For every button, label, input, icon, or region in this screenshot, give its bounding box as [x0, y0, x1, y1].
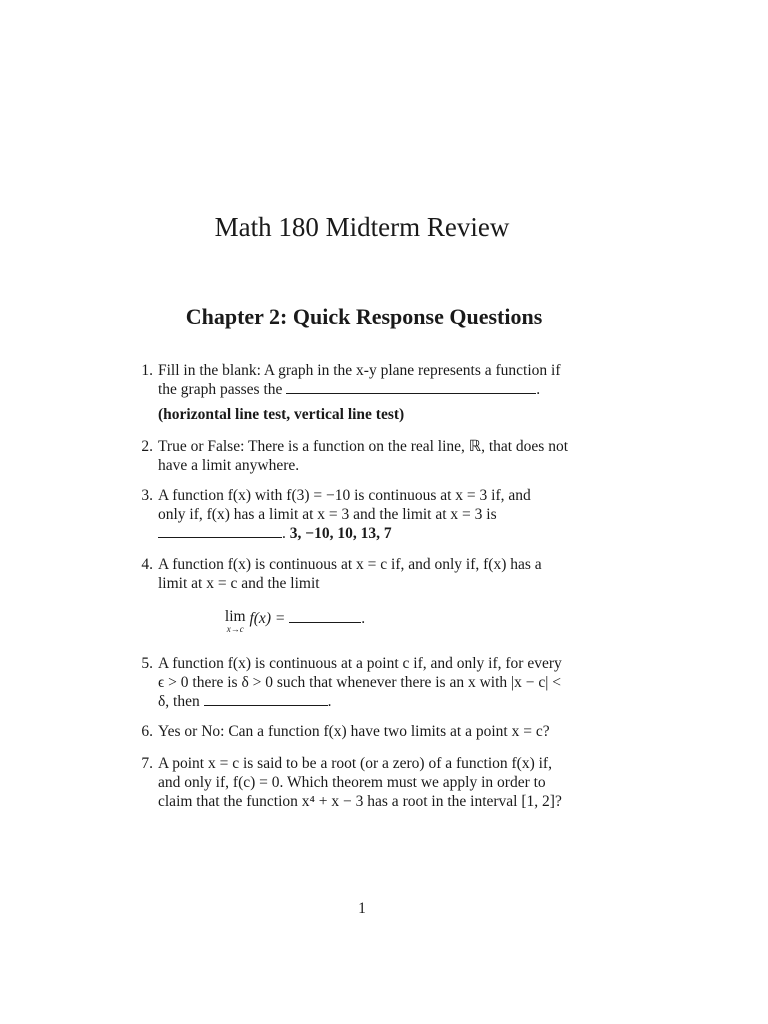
answer-blank [286, 380, 536, 394]
question-text-line2: limit at x = c and the limit [158, 575, 320, 592]
question-text-line3: claim that the function x⁴ + x − 3 has a root in the interval [1, 2]? [158, 793, 562, 810]
question-text-line2: only if, f(x) has a limit at x = 3 and the limit at x = 3 is [158, 506, 497, 523]
question-number: 2. [141, 438, 153, 455]
limit-equation: lim x→c f(x) = . [224, 608, 366, 634]
question-text: A function f(x) with f(3) = −10 is continuous at x = 3 if, and [158, 487, 531, 504]
question-text-line2: the graph passes the . [158, 381, 541, 398]
answer-blank [158, 524, 282, 538]
answer-choices: 3, −10, 10, 13, 7 [289, 525, 392, 542]
question-number: 7. [141, 755, 153, 772]
question-number: 5. [141, 655, 153, 672]
question-text: True or False: There is a function on the real line, ℝ, that does not [158, 438, 569, 455]
question-text: A function f(x) is continuous at x = c if, and only if, f(x) has a [158, 556, 542, 573]
question-text-line3: δ, then . [158, 693, 332, 710]
limit-subscript: x→c [226, 624, 244, 634]
question-number: 6. [141, 723, 153, 740]
answer-choices: (horizontal line test, vertical line test) [158, 406, 405, 423]
question-text-line2: ϵ > 0 there is δ > 0 such that whenever there is an x with |x − c| < [158, 674, 561, 691]
page-number: 1 [358, 900, 366, 917]
answer-blank [289, 609, 361, 623]
limit-expression: f(x) = [249, 610, 286, 627]
chapter-heading: Chapter 2: Quick Response Questions [185, 304, 543, 329]
limit-operator: lim x→c [224, 608, 246, 634]
question-text-line2: have a limit anywhere. [158, 457, 300, 474]
question-text-line2: and only if, f(c) = 0. Which theorem must we apply in order to [158, 774, 546, 791]
page-title: Math 180 Midterm Review [214, 212, 510, 242]
answer-blank [204, 692, 328, 706]
question-number: 1. [141, 362, 153, 379]
question-text-line3: . 3, −10, 10, 13, 7 [158, 524, 585, 543]
question-text: Fill in the blank: A graph in the x-y plane represents a function if [158, 362, 561, 379]
question-number: 4. [141, 556, 153, 573]
question-text: Yes or No: Can a function f(x) have two limits at a point x = c? [158, 723, 550, 740]
question-text: A function f(x) is continuous at a point c if, and only if, for every [158, 655, 562, 672]
question-text: A point x = c is said to be a root (or a zero) of a function f(x) if, [158, 755, 552, 772]
question-number: 3. [141, 487, 153, 504]
